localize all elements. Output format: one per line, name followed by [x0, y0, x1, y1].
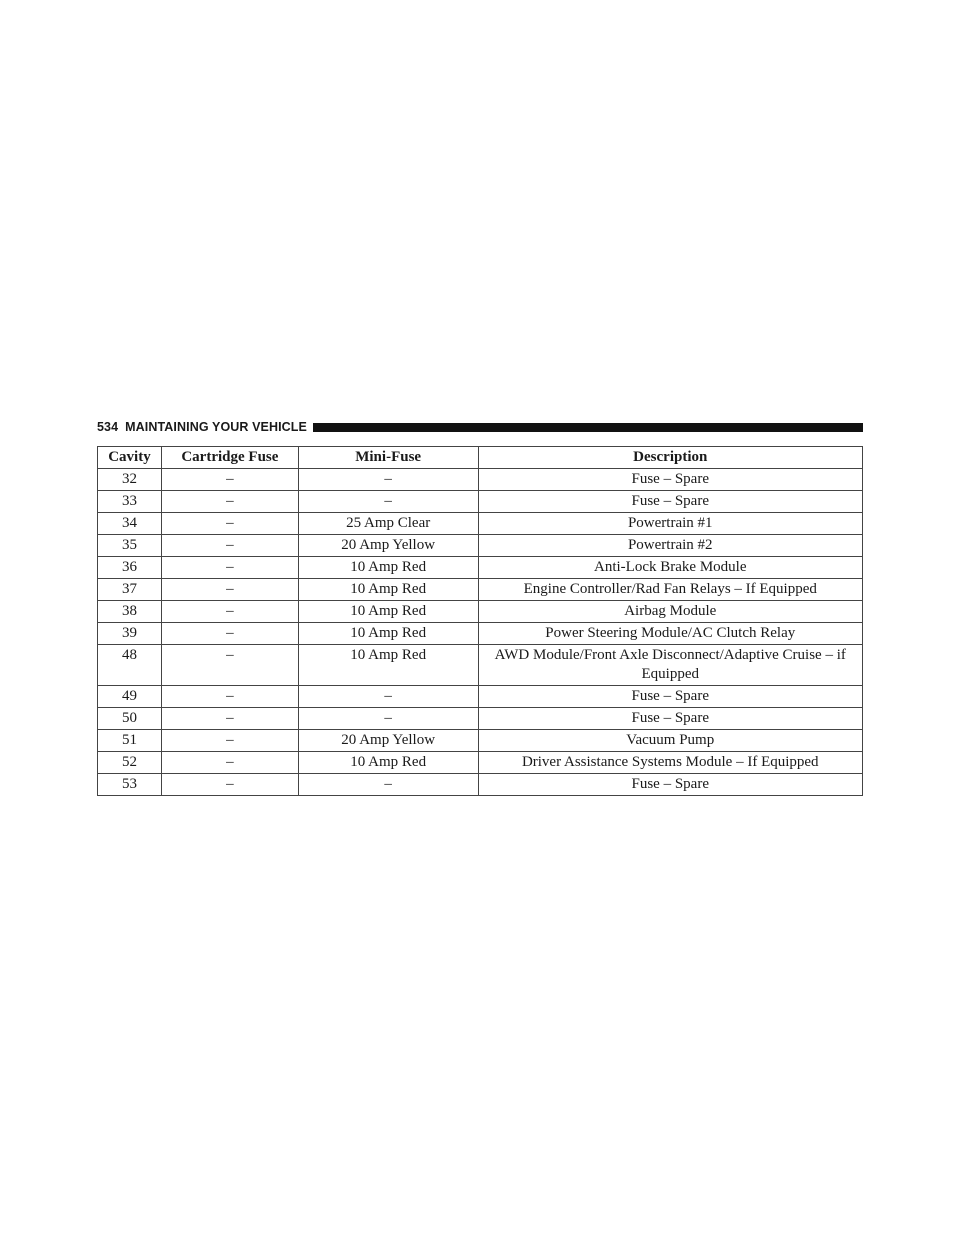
cell-cavity: 34: [98, 513, 162, 535]
cell-mini-fuse: 10 Amp Red: [298, 752, 478, 774]
table-row: [98, 601, 863, 623]
table-body: [98, 469, 863, 796]
cell-cavity: 48: [98, 645, 162, 686]
cell-cavity: 51: [98, 730, 162, 752]
cell-description: Powertrain #2: [478, 535, 862, 557]
cell-cavity: 36: [98, 557, 162, 579]
cell-cavity: 32: [98, 469, 162, 491]
cell-cavity: 53: [98, 774, 162, 796]
table-row: [98, 686, 863, 708]
cell-cartridge-fuse: –: [161, 774, 298, 796]
cell-cartridge-fuse: –: [161, 491, 298, 513]
table-row: [98, 469, 863, 491]
cell-cartridge-fuse: –: [161, 469, 298, 491]
cell-cavity: 39: [98, 623, 162, 645]
cell-description: Fuse – Spare: [478, 686, 862, 708]
cell-cartridge-fuse: –: [161, 645, 298, 686]
table-row: [98, 752, 863, 774]
column-header-mini-fuse: Mini-Fuse: [298, 447, 478, 469]
page-header: [97, 419, 863, 435]
cell-mini-fuse: 10 Amp Red: [298, 557, 478, 579]
cell-mini-fuse: –: [298, 491, 478, 513]
cell-cartridge-fuse: –: [161, 513, 298, 535]
cell-mini-fuse: 20 Amp Yellow: [298, 535, 478, 557]
cell-cartridge-fuse: –: [161, 557, 298, 579]
cell-description: Vacuum Pump: [478, 730, 862, 752]
cell-description: Fuse – Spare: [478, 469, 862, 491]
cell-cartridge-fuse: –: [161, 623, 298, 645]
table-row: [98, 623, 863, 645]
cell-cartridge-fuse: –: [161, 535, 298, 557]
cell-mini-fuse: 20 Amp Yellow: [298, 730, 478, 752]
cell-mini-fuse: 25 Amp Clear: [298, 513, 478, 535]
table-row: [98, 557, 863, 579]
column-header-cartridge-fuse: Cartridge Fuse: [161, 447, 298, 469]
cell-description: AWD Module/Front Axle Disconnect/Adaptive Cruise – if Equipped: [478, 645, 862, 686]
table-row: [98, 579, 863, 601]
header-rule: [313, 423, 863, 432]
cell-mini-fuse: –: [298, 774, 478, 796]
table-row: [98, 491, 863, 513]
cell-description: Airbag Module: [478, 601, 862, 623]
cell-cavity: 37: [98, 579, 162, 601]
column-header-cavity: Cavity: [98, 447, 162, 469]
cell-mini-fuse: 10 Amp Red: [298, 645, 478, 686]
cell-cartridge-fuse: –: [161, 730, 298, 752]
table-row: [98, 774, 863, 796]
cell-description: Powertrain #1: [478, 513, 862, 535]
cell-cartridge-fuse: –: [161, 686, 298, 708]
cell-cavity: 50: [98, 708, 162, 730]
table-header-row: [98, 447, 863, 469]
cell-description: Fuse – Spare: [478, 491, 862, 513]
cell-cavity: 35: [98, 535, 162, 557]
cell-mini-fuse: 10 Amp Red: [298, 601, 478, 623]
cell-description: Fuse – Spare: [478, 708, 862, 730]
table-row: [98, 708, 863, 730]
table-row: [98, 645, 863, 686]
cell-mini-fuse: 10 Amp Red: [298, 623, 478, 645]
cell-description: Anti-Lock Brake Module: [478, 557, 862, 579]
cell-cavity: 38: [98, 601, 162, 623]
cell-cartridge-fuse: –: [161, 752, 298, 774]
cell-cartridge-fuse: –: [161, 601, 298, 623]
cell-cavity: 49: [98, 686, 162, 708]
cell-description: Engine Controller/Rad Fan Relays – If Equipped: [478, 579, 862, 601]
cell-description: Driver Assistance Systems Module – If Equipped: [478, 752, 862, 774]
fuse-table: [97, 446, 863, 796]
cell-cartridge-fuse: –: [161, 579, 298, 601]
cell-cavity: 52: [98, 752, 162, 774]
cell-mini-fuse: –: [298, 708, 478, 730]
column-header-description: Description: [478, 447, 862, 469]
cell-mini-fuse: –: [298, 469, 478, 491]
cell-cavity: 33: [98, 491, 162, 513]
table-row: [98, 730, 863, 752]
cell-description: Power Steering Module/AC Clutch Relay: [478, 623, 862, 645]
table-row: [98, 535, 863, 557]
cell-mini-fuse: –: [298, 686, 478, 708]
table-row: [98, 513, 863, 535]
cell-description: Fuse – Spare: [478, 774, 862, 796]
cell-mini-fuse: 10 Amp Red: [298, 579, 478, 601]
section-title: MAINTAINING YOUR VEHICLE: [125, 420, 307, 434]
page-number: 534: [97, 420, 119, 434]
cell-cartridge-fuse: –: [161, 708, 298, 730]
